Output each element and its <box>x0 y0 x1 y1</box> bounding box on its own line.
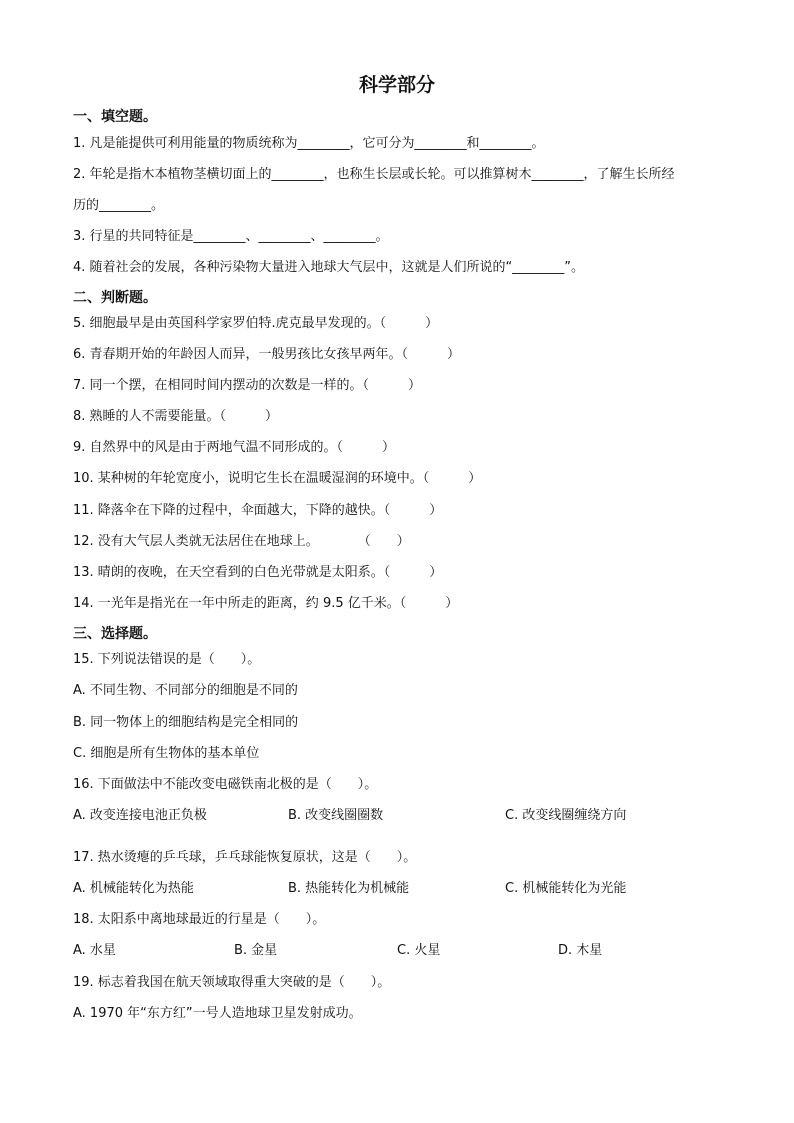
page-title: 科学部分 <box>358 74 435 96</box>
question-17-option-a: A. 机械能转化为热能 <box>73 881 194 896</box>
question-4: 4. 随着社会的发展，各种污染物大量进入地球大气层中，这就是人们所说的“________”。 <box>73 260 585 275</box>
question-19-option-a: A. 1970 年“东方红”一号人造地球卫星发射成功。 <box>73 1006 362 1021</box>
question-18-option-b: B. 金星 <box>234 943 278 958</box>
question-15-option-b: B. 同一物体上的细胞结构是完全相同的 <box>73 715 299 730</box>
question-6: 6. 青春期开始的年龄因人而异，一般男孩比女孩早两年。（ ） <box>73 347 461 362</box>
question-16: 16. 下面做法中不能改变电磁铁南北极的是（ ）。 <box>73 777 378 792</box>
question-2: 2. 年轮是指木本植物茎横切面上的________，也称生长层或长轮。可以推算树木________，了解生长所经 <box>73 167 675 182</box>
question-12: 12. 没有大气层人类就无法居住在地球上。 （ ） <box>73 534 410 549</box>
question-10: 10. 某种树的年轮宽度小，说明它生长在温暖湿润的环境中。（ ） <box>73 471 482 486</box>
section-heading-fill: 一、填空题。 <box>73 109 157 125</box>
question-18-option-a: A. 水星 <box>73 943 116 958</box>
section-heading-judge: 二、判断题。 <box>73 290 157 306</box>
question-17-option-b: B. 热能转化为机械能 <box>288 881 410 896</box>
question-16-option-b: B. 改变线圈圈数 <box>288 808 384 823</box>
question-2-continued: 历的________。 <box>73 198 165 213</box>
question-14: 14. 一光年是指光在一年中所走的距离，约 9.5 亿千米。（ ） <box>73 596 459 611</box>
question-18: 18. 太阳系中离地球最近的行星是（ ）。 <box>73 912 326 927</box>
question-19: 19. 标志着我国在航天领域取得重大突破的是（ ）。 <box>73 975 391 990</box>
question-11: 11. 降落伞在下降的过程中，伞面越大，下降的越快。（ ） <box>73 503 443 518</box>
question-7: 7. 同一个摆，在相同时间内摆动的次数是一样的。（ ） <box>73 378 422 393</box>
question-8: 8. 熟睡的人不需要能量。（ ） <box>73 409 279 424</box>
question-5: 5. 细胞最早是由英国科学家罗伯特.虎克最早发现的。（ ） <box>73 316 439 331</box>
question-17-option-c: C. 机械能转化为光能 <box>505 881 627 896</box>
question-18-option-d: D. 木星 <box>558 943 603 958</box>
question-1: 1. 凡是能提供可利用能量的物质统称为________，它可分为________和________。 <box>73 136 545 151</box>
section-heading-choice: 三、选择题。 <box>73 626 157 642</box>
question-18-option-c: C. 火星 <box>397 943 441 958</box>
question-15-option-c: C. 细胞是所有生物体的基本单位 <box>73 746 260 761</box>
question-3: 3. 行星的共同特征是________、________、________。 <box>73 229 389 244</box>
question-13: 13. 晴朗的夜晚，在天空看到的白色光带就是太阳系。（ ） <box>73 565 443 580</box>
question-17: 17. 热水烫瘪的乒乓球，乒乓球能恢复原状，这是（ ）。 <box>73 850 417 865</box>
question-15-option-a: A. 不同生物、不同部分的细胞是不同的 <box>73 683 298 698</box>
question-16-option-a: A. 改变连接电池正负极 <box>73 808 207 823</box>
question-16-option-c: C. 改变线圈缠绕方向 <box>505 808 627 823</box>
question-9: 9. 自然界中的风是由于两地气温不同形成的。（ ） <box>73 440 396 455</box>
question-15: 15. 下列说法错误的是（ ）。 <box>73 652 261 667</box>
